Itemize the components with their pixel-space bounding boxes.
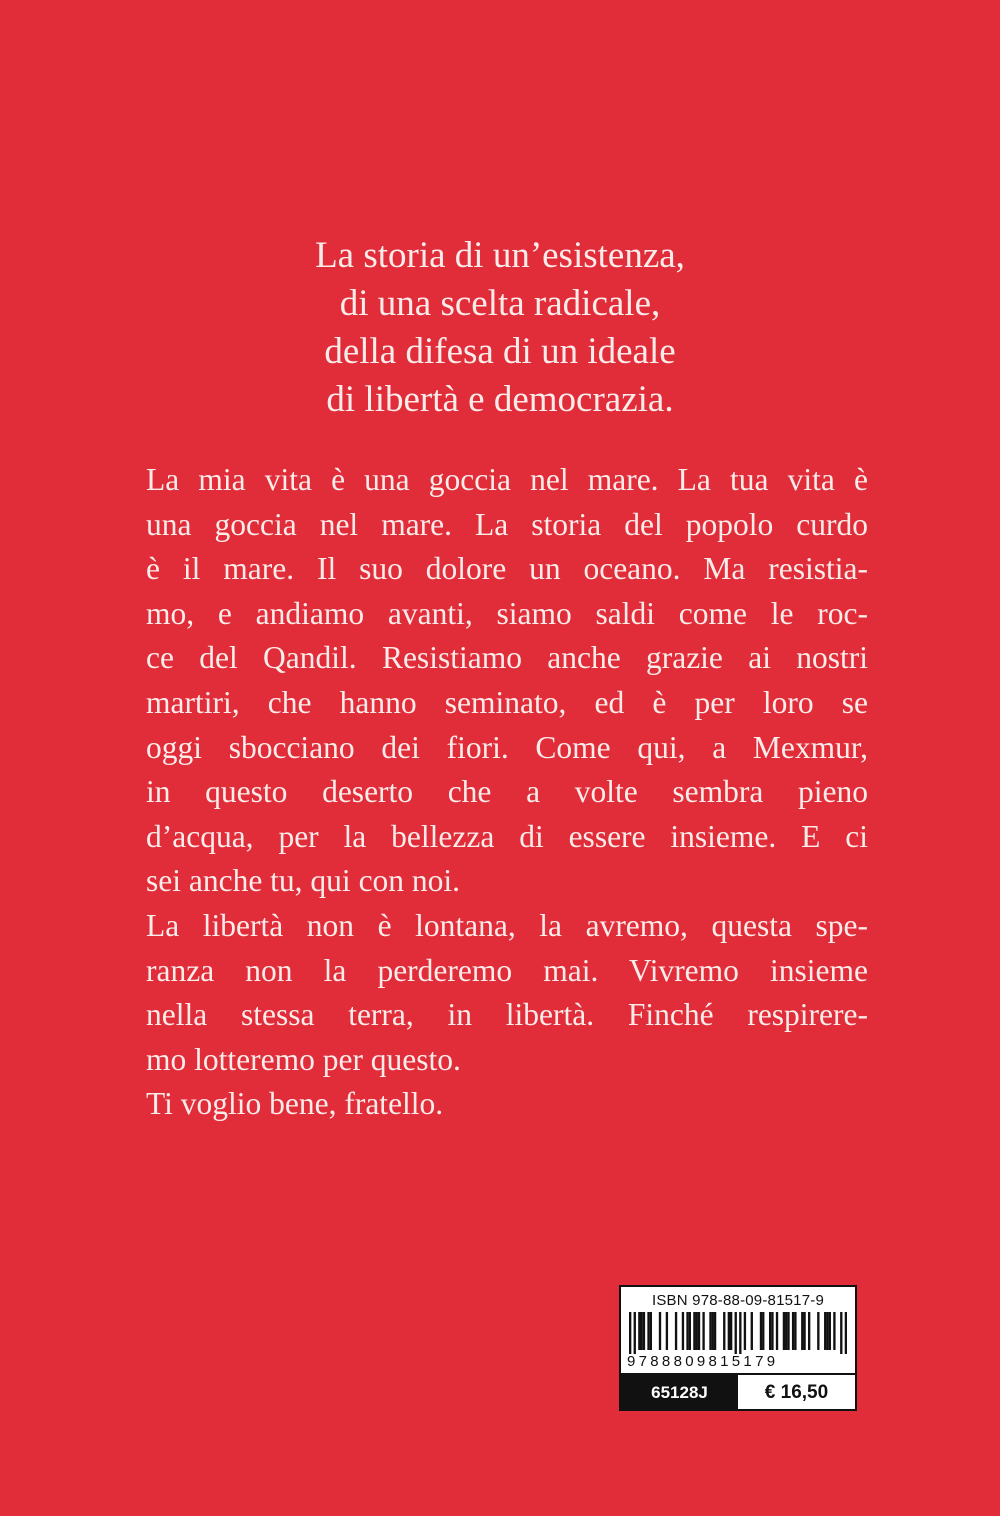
barcode-bar [817,1312,819,1350]
tagline-line: di una scelta radicale, [339,283,661,324]
blurb-line: martiri, che hanno seminato, ed è per loro se [146,684,868,720]
blurb-line: mo lotteremo per questo. [146,1041,461,1077]
barcode-bar [762,1312,764,1350]
barcode-bar [808,1312,810,1350]
product-code: 65128J [621,1375,738,1411]
barcode-bar [712,1312,714,1350]
blurb-line: oggi sbocciano dei fiori. Come qui, a Mexmur, [146,729,868,765]
barcode-bar [709,1312,711,1350]
barcode-bar [794,1312,796,1350]
blurb-line: Ti voglio bene, fratello. [146,1086,444,1122]
barcode-bar [640,1312,642,1350]
blurb-line: una goccia nel mare. La storia del popolo curdo [146,506,868,542]
barcode-bar [629,1312,631,1354]
barcode-bar [682,1312,684,1350]
barcode-bar [693,1312,695,1350]
barcode-bar [698,1312,700,1350]
barcode-bar [744,1312,746,1350]
barcode-bar [702,1312,704,1350]
barcode-bar [771,1312,773,1350]
barcode-bar [686,1312,688,1350]
tagline-line: della difesa di un ideale [324,331,676,372]
barcode-bar [647,1312,649,1350]
blurb-line: ranza non la perderemo mai. Vivremo insieme [146,952,868,988]
barcode-bar [840,1312,842,1354]
barcode-bar [659,1312,661,1350]
barcode-bar [787,1312,789,1350]
barcode-bar [826,1312,828,1350]
barcode-bar [845,1312,847,1354]
tagline-line: di libertà e democrazia. [326,379,674,420]
barcode-bar [824,1312,826,1350]
tagline-line: La storia di un’esistenza, [315,235,685,276]
barcode-bar [650,1312,652,1350]
barcode-bar [751,1312,753,1350]
barcode-bar [666,1312,668,1350]
barcode-bar [760,1312,762,1350]
barcode-bar [634,1312,636,1354]
blurb-line: ce del Qandil. Resistiamo anche grazie ai nostri [146,640,868,676]
barcode-bar [728,1312,730,1350]
barcode-bar [833,1312,835,1350]
blurb-line: La libertà non è lontana, la avremo, questa spe- [146,907,868,943]
barcode-bar [730,1312,732,1350]
blurb-line: sei anche tu, qui con noi. [146,863,461,899]
barcode-bar [792,1312,794,1350]
barcode-digits: 9788809815179 [627,1353,779,1370]
barcode-bar [801,1312,803,1350]
barcode-bars [629,1312,847,1354]
barcode-bar [643,1312,645,1350]
barcode-bar [675,1312,677,1350]
barcode-bar [776,1312,778,1350]
price-row [621,1373,855,1411]
barcode-bar [714,1312,716,1350]
barcode-bar [803,1312,805,1350]
blurb-line: La mia vita è una goccia nel mare. La tua vita è [146,462,868,497]
blurb-line: è il mare. Il suo dolore un oceano. Ma resistia- [146,551,868,587]
tagline [0,232,1000,424]
barcode-bar [785,1312,787,1350]
price: € 16,50 [764,1382,829,1403]
barcode-bar [783,1312,785,1350]
blurb-line: in questo deserto che a volte sembra pieno [146,774,868,810]
blurb-line: d’acqua, per la bellezza di essere insieme. E ci [146,818,868,854]
barcode-bar [723,1312,725,1350]
barcode-bar [696,1312,698,1350]
barcode-bar [689,1312,691,1350]
blurb-line: mo, e andiamo avanti, siamo saldi come le roc- [146,595,868,631]
barcode-bar [638,1312,640,1350]
barcode-bar [739,1312,741,1354]
barcode-bar [769,1312,771,1350]
isbn-label: ISBN 978-88-09-81517-9 [651,1292,824,1309]
blurb-line: nella stessa terra, in libertà. Finché respirere- [146,997,868,1033]
barcode-bar [829,1312,831,1350]
barcode-box [619,1285,857,1411]
barcode-bar [735,1312,737,1354]
blurb-text [146,458,868,1127]
